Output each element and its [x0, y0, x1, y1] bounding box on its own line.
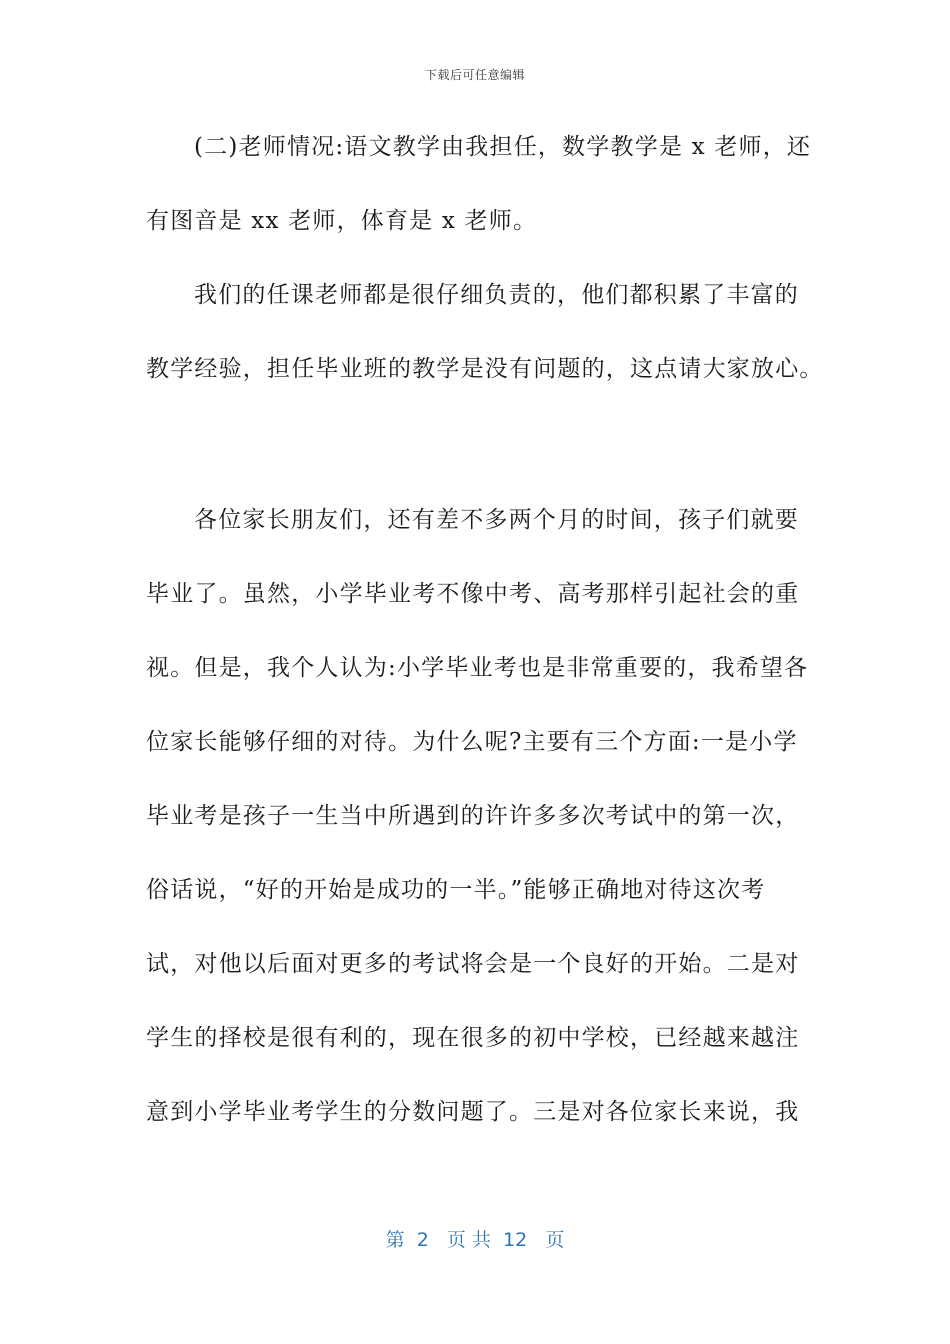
paragraph-3-line-6: 俗话说，“好的开始是成功的一半。”能够正确地对待这次考 — [146, 877, 766, 903]
paragraph-3-line-3: 视。但是，我个人认为:小学毕业考也是非常重要的，我希望各 — [146, 655, 809, 681]
paragraph-3-line-1: 各位家长朋友们，还有差不多两个月的时间，孩子们就要 — [194, 507, 799, 533]
page-footer-pagination: 第 2 页 共 12 页 — [385, 1229, 565, 1251]
paragraph-3-line-8: 学生的择校是很有利的，现在很多的初中学校，已经越来越注 — [146, 1025, 800, 1051]
paragraph-3-line-9: 意到小学毕业考学生的分数问题了。三是对各位家长来说，我 — [146, 1099, 800, 1125]
paragraph-3-line-2: 毕业了。虽然，小学毕业考不像中考、高考那样引起社会的重 — [146, 581, 800, 607]
paragraph-1-line-2: 有图音是 xx 老师，体育是 x 老师。 — [146, 208, 538, 234]
paragraph-2-line-1: 我们的任课老师都是很仔细负责的，他们都积累了丰富的 — [194, 282, 799, 308]
paragraph-2-line-2: 教学经验，担任毕业班的教学是没有问题的，这点请大家放心。 — [146, 356, 824, 382]
paragraph-3-line-5: 毕业考是孩子一生当中所遇到的许许多多次考试中的第一次， — [146, 803, 800, 829]
page-header: 下载后可任意编辑 — [424, 68, 525, 82]
paragraph-3-line-7: 试，对他以后面对更多的考试将会是一个良好的开始。二是对 — [146, 951, 800, 977]
paragraph-3-line-4: 位家长能够仔细的对待。为什么呢?主要有三个方面:一是小学 — [146, 729, 798, 755]
paragraph-1-line-1: (二)老师情况:语文教学由我担任，数学教学是 x 老师，还 — [194, 134, 812, 160]
